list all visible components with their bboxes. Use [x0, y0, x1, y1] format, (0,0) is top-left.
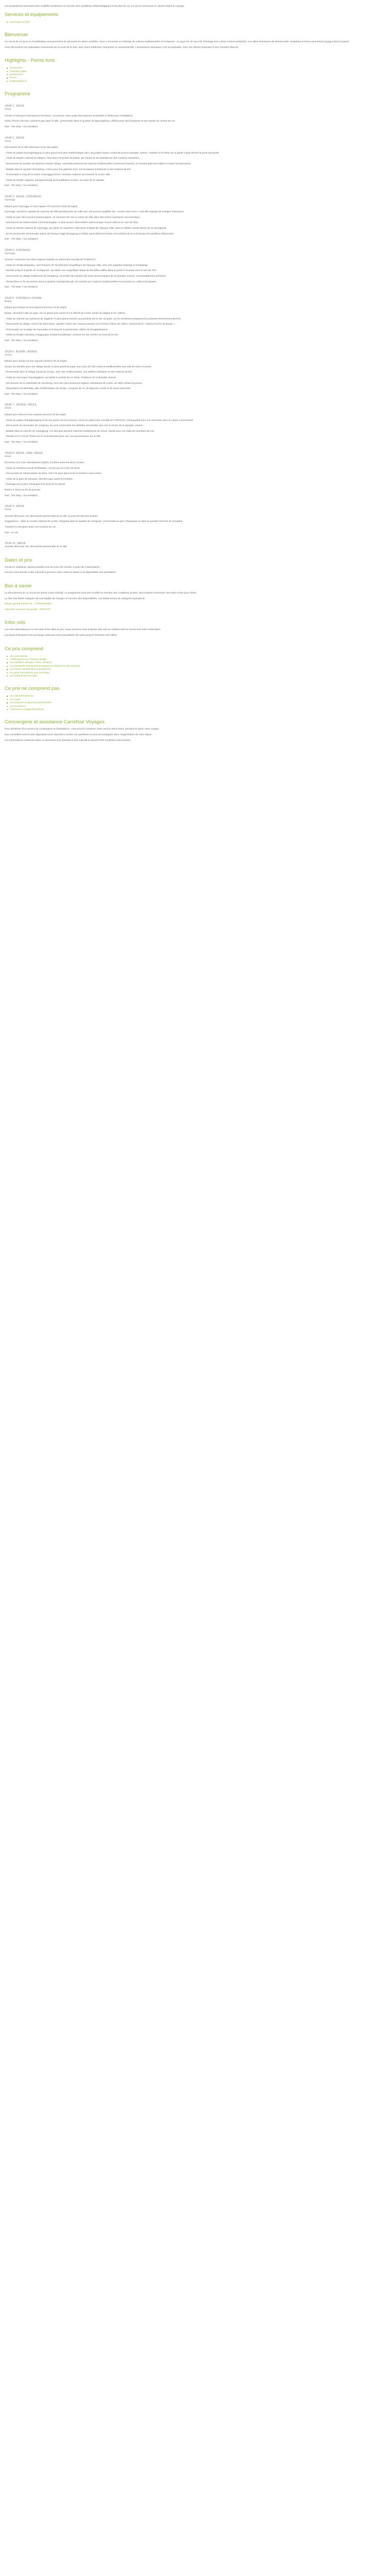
non-inclus-list: [5, 694, 386, 711]
day-paragraph: - Promenade le long de la rivière Cheonggyecheon, ruisseau restauré qui traverse le centre-ville.: [5, 174, 111, 177]
day-block: [5, 249, 386, 290]
programme-days: [5, 105, 386, 549]
list-item: Les repas: [10, 698, 386, 701]
bienvenue-paragraph: Ce circuit de 14 jours en Ouzbékistan vous permettra de découvrir la culture ouzbèke. Vous y trouverez un mélange de cultures traditionnelles et modernes : un pays où, de surcroît, l'héritage et la culture restent préservés. Les villes historiques de Samarcande, Boukhara et Khiva vous feront voyager dans le passé.: [5, 41, 350, 43]
day-paragraph: - Découverte du sanctuaire de Jongmyo, où sont conservées les tablettes ancestrales des rois et reines de la dynastie Joseon.: [5, 425, 144, 428]
day-paragraph: Découverte de la ville historique et de ses palais :: [5, 146, 59, 149]
day-paragraph: Journée libre pour une découverte personnelle de la ville ou pour les derniers achats.: [5, 515, 99, 518]
day-location: Séoul: [5, 407, 11, 410]
services-title: Services et équipements: [5, 11, 59, 18]
day-location: Séoul: [5, 108, 11, 111]
day-paragraph: - Promenade sur la plage de Haeundae et le long de la promenade côtière de Dongbaekseom.: [5, 328, 108, 331]
conciergerie-paragraph: Nos conseillers sont à votre disposition pour répondre à toutes vos questions et vous accompagner dans l'organisation de votre séjour.: [5, 734, 152, 737]
day-location: Séoul: [5, 509, 11, 512]
day-paragraph: Selon l'heure d'arrivée, premiers pas dans la ville : promenade dans le quartier de Myeongdong, célèbre pour ses boutiques et ses stands de cuisine de rue.: [5, 120, 176, 123]
day-paragraph: - Passage par le parc d'Imjingak et le pont de la Liberté.: [5, 483, 66, 486]
day-paragraph: - Balade dans le marché de Gwangjang, l'un des plus anciens marchés traditionnels de Séoul, réputé pour ses étals de nourriture de rue.: [5, 430, 155, 433]
day-paragraph: - Visite du sanctuaire Gyeonggijeon, qui abrite le portrait du roi Taejo, fondateur de la dynastie Joseon.: [5, 376, 117, 379]
day-title: JOUR 5 : GYEONGJU / BUSAN: [5, 296, 42, 300]
day-block: [5, 542, 386, 549]
highlight-item: SAMARCANDE: [10, 70, 386, 73]
day-title: JOUR 4 : GYEONGJU: [5, 248, 31, 252]
day-paragraph: - Montée à la N Seoul Tower sur le mont Namsan pour une vue panoramique sur la ville.: [5, 435, 102, 438]
list-item: Les transferts aéroport / hôtel / aéroport: [10, 661, 386, 664]
day-overnight: Nuit : The Way ? (ou similaire): [5, 126, 38, 128]
infos-vols-paragraph: Les vols internationaux ne sont pas inclus dans le prix. Nous pouvons vous proposer des vols au meilleur tarif au moment de votre réservation.: [5, 629, 161, 632]
day-paragraph: Jeonju est réputée pour son village hanok, le plus grand du pays, avec plus de 700 maisons traditionnelles aux toits de tuiles incurvés.: [5, 365, 152, 368]
depart-garanti: Départ garanti à partir de : 2 PERSONNES: [5, 603, 52, 606]
day-paragraph: - Découverte de l'observatoire Cheomseongdae, le plus ancien observatoire astronomique encore debout en Asie de l'Est.: [5, 222, 139, 225]
bon-a-savoir-title: Bon à savoir: [5, 583, 32, 589]
day-paragraph: Départ pour Jeonju en bus express (environ 3h de trajet).: [5, 360, 68, 363]
day-overnight: Nuit : The Way ? (ou similaire): [5, 440, 38, 444]
day-location: Séoul: [5, 455, 11, 458]
list-item: Les entrées dans les sites: [10, 674, 386, 677]
day-paragraph: - Visite du marché aux poissons de Jagalchi, le plus grand marché aux produits de la mer du pays, où les vendeuses préparent les poissons fraîchement pêchés.: [5, 317, 182, 320]
list-item: Les boissons et dépenses personnelles: [10, 701, 386, 704]
conciergerie-title: Conciergerie et assistance Carrefour Voyages: [5, 719, 105, 725]
day-overnight: Nuit : The Way ? (ou similaire): [5, 340, 38, 342]
day-paragraph: Journée libre pour une découverte personnelle de la ville.: [5, 546, 68, 549]
day-paragraph: - Découverte de l'observatoire de Dora, d'où l'on peut apercevoir le territoire nord-coréen.: [5, 472, 103, 476]
inclus-list: [5, 655, 386, 678]
day-paragraph: - Balade dans le quartier d'Insadong, connu pour ses galeries d'art, ses boutiques d'artisanat et ses maisons de thé.: [5, 168, 132, 171]
day-title: JOUR 3 : SÉOUL / GYEONGJU: [5, 195, 41, 198]
day-paragraph: Arrivée à l'aéroport international d'Incheon. Accueil par votre guide francophone et transfert à l'hôtel pour l'installation.: [5, 114, 134, 117]
list-item: Les transports mentionnés au programme (train KTX, bus express): [10, 665, 386, 668]
day-block: [5, 195, 386, 242]
day-paragraph: - Montée jusqu'à la grotte de Seokguram, qui abrite une magnifique statue du Bouddha taillée dans le granit et tournée vers la mer de l'Est.: [5, 269, 157, 273]
day-location: Busan: [5, 300, 12, 303]
highlight-item: TACHKENT: [10, 66, 386, 70]
day-paragraph: - Dégustation du bibimbap, plat emblématique de Jeonju, composé de riz, de légumes variés et de sauce pimentée.: [5, 387, 132, 391]
day-title: JOUR 7 : JEONJU / SÉOUL: [5, 403, 37, 407]
highlights-title: Highlights - Points forts: [5, 58, 55, 64]
highlights-list: [5, 66, 386, 83]
intro-text: Les programmes pourraient être modifiés localement en fonction des conditions météorologiques et du plan de vol. Ce qui ne remet pas en cause l'esprit du voyage.: [5, 5, 185, 8]
programme-title: Programme: [5, 91, 30, 97]
dates-prix-paragraph: Circuit en individuel, départ possible tous les jours de l'année, à partir de 2 participants.: [5, 566, 101, 569]
list-item: Les pourboires: [10, 705, 386, 708]
day-block: [5, 452, 386, 498]
list-item: Un guide francophone pour les visites: [10, 671, 386, 674]
day-paragraph: - Découverte du village culturel de Gamcheon, quartier coloré aux maisons peintes accrochées à flanc de colline, surnommé le « Machu Picchu de Busan ».: [5, 323, 176, 326]
day-paragraph: Suggestions : visite du musée national de Corée, shopping dans le quartier de Gangnam, promenade au parc Olympique ou dans le quartier branché de Hongdae.: [5, 520, 183, 523]
bienvenue-title: Bienvenue: [5, 32, 28, 38]
day-block: [5, 350, 386, 397]
day-title: JOUR 8 : SÉOUL / DMZ / SÉOUL: [5, 451, 43, 455]
day-location: Gyeongju: [5, 252, 15, 255]
highlight-item: KHIVA: [10, 76, 386, 79]
dates-prix-title: Dates et prix: [5, 557, 32, 563]
conciergerie-legal: Les informations contenues dans ce document sont données à titre indicatif et peuvent être modifiées sans préavis.: [5, 739, 132, 742]
day-block: [5, 297, 386, 343]
page: [0, 0, 391, 765]
day-paragraph: - Découverte de la cathédrale de Jeondong, l'une des plus anciennes églises catholiques de Corée, de style romano-byzantin.: [5, 382, 143, 385]
list-item: L'hébergement en chambre double: [10, 658, 386, 661]
day-title: JOUR 9 : SÉOUL: [5, 505, 25, 509]
day-paragraph: Journée consacrée aux sites majeurs classés au patrimoine mondial de l'UNESCO :: [5, 259, 97, 262]
day-paragraph: - Temps libre en fin de journée dans le quartier Hwangnidan-gil, rue animée aux maisons traditionnelles reconverties en cafés et boutiques.: [5, 280, 157, 283]
day-title: JOUR 6 : BUSAN / JEONJU: [5, 350, 37, 353]
day-paragraph: - Visite du palais Changdeokgung et de son jardin secret (Huwon), inscrit au patrimoine mondial de l'UNESCO, remarquable pour son harmonie avec la nature environnante.: [5, 419, 194, 422]
day-location: Séoul: [5, 140, 11, 143]
day-block: [5, 105, 386, 129]
capacite-groupe: Capacité maximum du groupe : PRIVATIF: [5, 608, 51, 611]
day-paragraph: Busan, deuxième ville du pays, est un grand port ouvert sur le détroit de Corée, bordé de plages et de collines.: [5, 312, 126, 315]
day-paragraph: - En fin de journée, promenade autour de l'étang Anapji (Donggung et Wolji), particulièrement beau à la tombée de la nuit lorsque les pavillons s'illuminent.: [5, 232, 174, 235]
day-paragraph: Retour à Séoul en fin de journée.: [5, 489, 41, 492]
day-paragraph: Transfert à l'aéroport selon vos horaires de vol.: [5, 526, 56, 529]
day-paragraph: - Visite du parc des tumulus Daereungwon, où reposent les rois et reines de Silla dans des tertres funéraires monumentaux.: [5, 216, 141, 219]
day-paragraph: Gyeongju, ancienne capitale du royaume de Silla pendant près de mille ans, est souvent qualifiée de « musée sans murs » tant elle regorge de vestiges historiques.: [5, 211, 185, 214]
day-block: [5, 403, 386, 444]
services-list: [5, 21, 386, 24]
day-paragraph: - Visite du temple Bulguksa, chef-d'œuvre de l'architecture bouddhique de l'époque Silla, avec ses pagodes Dabotap et Seokgatap.: [5, 264, 149, 267]
day-paragraph: Départ pour Busan en bus express (environ 1h de trajet).: [5, 307, 68, 310]
day-paragraph: - Promenade dans le village hanok de Jeonju, avec ses ruelles pavées, ses ateliers d'artisans et ses maisons de thé.: [5, 371, 133, 374]
bon-a-savoir-paragraph: Le déroulement de ce circuit est donné à titre indicatif. Le programme peut être modifié en fonction des conditions locales, des horaires d'ouverture des sites et des jours fériés.: [5, 592, 197, 595]
day-title: JOUR 1 : SÉOUL: [5, 105, 25, 108]
list-item: Les vols internationaux: [10, 694, 386, 698]
list-item: Les visites mentionnées au programme: [10, 668, 386, 671]
infos-vols-paragraph: Les taxes d'aéroport et la surcharge carburant sont susceptibles de varier jusqu'à l'émission des billets.: [5, 634, 118, 637]
day-overnight: Nuit : en vol: [5, 531, 18, 534]
list-item: L'assurance voyage (facultative): [10, 708, 386, 711]
day-title: JOUR 10 : SÉOUL: [5, 542, 26, 546]
highlight-item: BOUKHARA: [10, 73, 386, 76]
day-block: [5, 137, 386, 188]
day-paragraph: - Visite du Musée national du folklore, situé dans l'enceinte du palais, qui retrace la vie quotidienne des Coréens d'autrefois.: [5, 157, 140, 160]
day-paragraph: - Visite de la gare de Dorasan, dernière gare avant la frontière.: [5, 478, 73, 481]
day-overnight: Nuit : The Way ? (ou similaire): [5, 286, 38, 289]
day-location: Jeonju: [5, 353, 12, 357]
day-location: Gyeongju: [5, 198, 15, 201]
non-inclus-title: Ce prix ne comprend pas: [5, 686, 60, 692]
bienvenue-paragraph: Vous découvrirez les splendides monuments de la route de la soie, avec leurs médersas, mosquées et caravansérails. L'architecture islamique y est remarquable, avec ses dômes turquoise et ses minarets élancés.: [5, 46, 239, 49]
infos-vols-title: Infos vols: [5, 620, 26, 626]
day-paragraph: Départ pour Gyeongju en train rapide KTX (environ 2h30 de trajet).: [5, 205, 78, 208]
day-overnight: Nuit : The Way ? (ou similaire): [5, 238, 38, 241]
day-paragraph: Excursion à la zone démilitarisée (DMZ), frontière entre les deux Corées :: [5, 462, 86, 465]
day-paragraph: - Découverte du village traditionnel de Yangdong, ensemble de maisons de clans aristocratiques de la dynastie Joseon, remarquablement préservé.: [5, 275, 167, 278]
day-paragraph: - Visite du temple Jogyesa, principal temple du bouddhisme coréen, au cœur de la capitale.: [5, 179, 105, 182]
day-overnight: Nuit : The Way ? (ou similaire): [5, 393, 38, 396]
day-paragraph: - Visite du Musée national de Gyeongju, qui abrite de superbes collections d'objets de l'époque Silla, dont la célèbre cloche divine du roi Seongdeok.: [5, 227, 168, 230]
services-item: Couchage en hôtel: [10, 21, 386, 24]
day-paragraph: - Visite du temple Haedong Yonggungsa, temple bouddhique construit sur les rochers au bord de la mer.: [5, 334, 119, 337]
dates-prix-paragraph: Les prix sont donnés à titre indicatif et peuvent varier selon la saison et la disponibilité des prestations.: [5, 571, 117, 574]
day-title: JOUR 2 : SÉOUL: [5, 136, 25, 140]
conciergerie-paragraph: Pour bénéficier d'un service de conciergerie et d'assistance, vous pouvez contacter notre service client avant, pendant et après votre voyage.: [5, 728, 159, 731]
day-block: [5, 505, 386, 535]
day-paragraph: Départ pour Séoul en bus express (environ 3h de trajet).: [5, 413, 67, 416]
day-paragraph: - Visite du troisième tunnel d'infiltration, creusé par la Corée du Nord.: [5, 467, 80, 470]
inclus-title: Ce prix comprend: [5, 646, 43, 652]
day-paragraph: - Visite du palais Gyeongbokgung, le plus grand et le plus emblématique des cinq palais royaux construits sous la dynastie Joseon. Assistez à la relève de la garde royale devant la porte principale.: [5, 151, 220, 155]
highlight-item: OURGUENTCH: [10, 80, 386, 83]
day-overnight: Nuit : The Way ? (ou similaire): [5, 184, 38, 188]
list-item: Les vols internes: [10, 655, 386, 658]
bon-a-savoir-paragraph: La liste des hôtels indiquée est susceptible de changer en fonction des disponibilités. Les hôtels seront de catégorie équivalente.: [5, 597, 146, 600]
day-paragraph: - Découverte du quartier de Bukchon Hanok Village, ensemble préservé de maisons traditionnelles coréennes (hanok), où vivaient jadis les nobles et hauts fonctionnaires.: [5, 162, 191, 165]
day-overnight: Nuit : The Way ? (ou similaire): [5, 494, 38, 497]
